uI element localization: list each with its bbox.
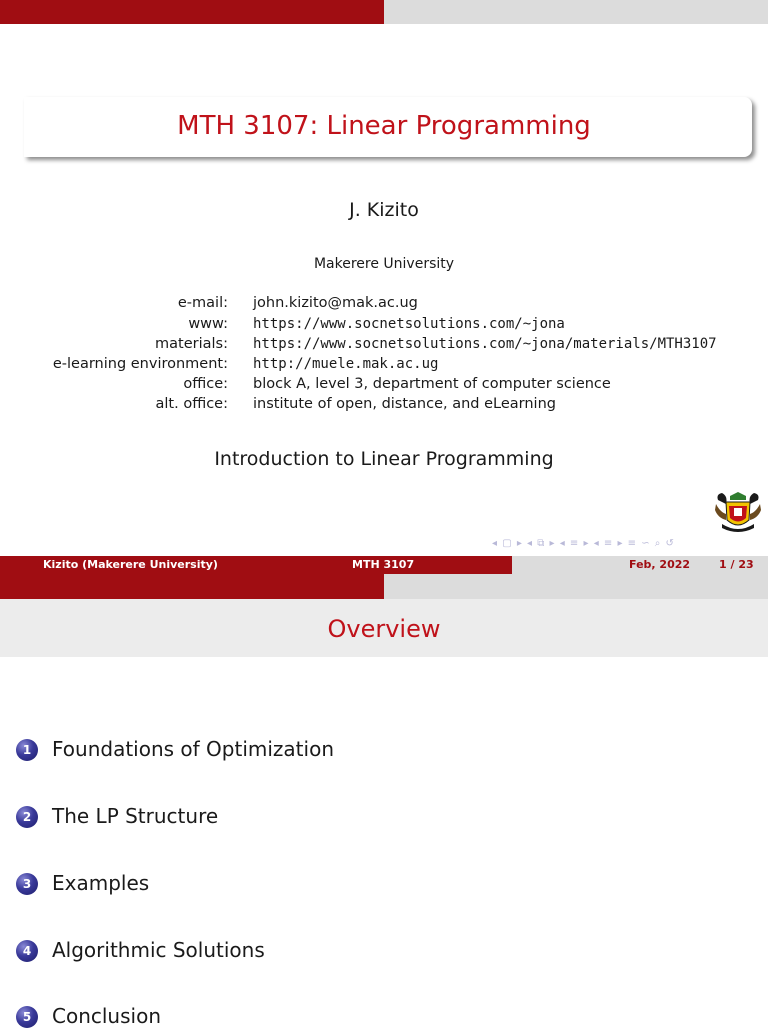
university-crest-logo <box>712 490 764 536</box>
overview-title: Overview <box>327 615 441 643</box>
presentation-title: MTH 3107: Linear Programming <box>177 111 591 141</box>
info-row-www <box>0 314 768 334</box>
toc-number-ball: 5 <box>16 1006 38 1028</box>
toc-label: Examples <box>52 871 150 895</box>
toc-label: Conclusion <box>52 1004 161 1028</box>
slide1-top-bar-right <box>384 0 768 24</box>
toc-number-ball: 4 <box>16 940 38 962</box>
footer-author-text: Kizito (Makerere University) <box>43 558 218 571</box>
materials-link[interactable]: https://www.socnetsolutions.com/~jona/materials/MTH3107 <box>253 336 717 352</box>
institution-name: Makerere University <box>313 256 455 272</box>
toc-number-ball: 2 <box>16 806 38 828</box>
elearning-link[interactable]: http://muele.mak.ac.ug <box>253 356 439 372</box>
toc-label: Algorithmic Solutions <box>52 938 265 962</box>
info-row-office <box>0 374 768 394</box>
footer-date: Feb, 2022 <box>629 558 691 571</box>
slide1-top-bar-left <box>0 0 384 24</box>
info-label: e-learning environment: <box>52 356 228 372</box>
info-label: office: <box>183 376 228 392</box>
info-label: e-mail: <box>177 295 228 311</box>
info-label: www: <box>188 316 228 332</box>
info-row-materials <box>0 334 768 354</box>
office-value: block A, level 3, department of computer science <box>253 376 611 392</box>
footer-page-number: 1 / 23 <box>719 558 754 571</box>
info-row-elearning <box>0 354 768 374</box>
footer-course-text: MTH 3107 <box>352 558 415 571</box>
toc-label: Foundations of Optimization <box>52 737 334 761</box>
email-value[interactable]: john.kizito@mak.ac.ug <box>253 295 418 311</box>
info-label: alt. office: <box>155 396 228 412</box>
beamer-navigation-symbols[interactable]: ◂ ▢ ▸ ◂ ⧉ ▸ ◂ ≡ ▸ ◂ ≡ ▸ ≡ ∽ ⌕ ↺ <box>492 538 675 549</box>
info-row-email <box>0 293 768 313</box>
info-label: materials: <box>155 336 228 352</box>
toc-label: The LP Structure <box>52 804 219 828</box>
presentation-subtitle: Introduction to Linear Programming <box>214 448 554 470</box>
toc-number-ball: 1 <box>16 739 38 761</box>
footer-author <box>0 556 256 574</box>
slide2-top-bar-right <box>384 574 768 599</box>
slide2-top-bar-left <box>0 574 384 599</box>
info-row-alt-office <box>0 394 768 414</box>
footer-date-page <box>512 556 768 574</box>
website-link[interactable]: https://www.socnetsolutions.com/~jona <box>253 316 565 332</box>
footer-course <box>256 556 512 574</box>
author-name: J. Kizito <box>349 199 419 221</box>
toc-number-ball: 3 <box>16 873 38 895</box>
alt-office-value: institute of open, distance, and eLearning <box>253 396 556 412</box>
